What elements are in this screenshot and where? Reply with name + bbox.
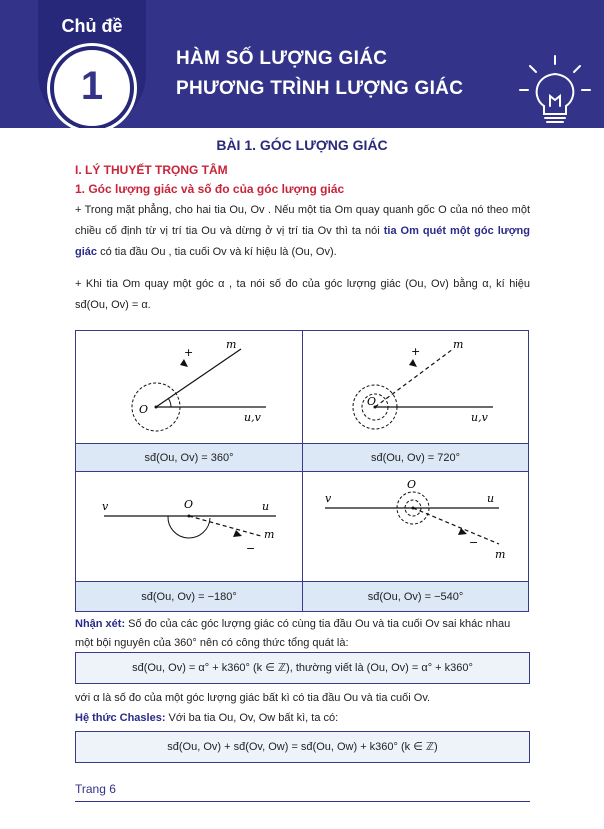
- label-o: O: [139, 403, 149, 416]
- figure-caption: sđ(Ou, Ov) = 360°: [76, 443, 302, 471]
- label-o: O: [184, 498, 194, 511]
- topic-number-badge: [50, 46, 134, 128]
- label-sign: −: [469, 536, 479, 549]
- chapter-title-line1: HÀM SỐ LƯỢNG GIÁC: [176, 48, 388, 69]
- chasles-label: Hệ thức Chasles:: [75, 712, 166, 724]
- remark-text: Số đo của các góc lượng giác có cùng tia đầu Ou và tia cuối Ov sai khác nhau một bội nguyên của 360° nên có công thức tổng quát là:: [75, 618, 511, 649]
- page-number: Trang 6: [75, 782, 116, 796]
- angle-diagram-360: [76, 331, 302, 444]
- label-u: u: [487, 492, 495, 505]
- angle-diagram-minus-180: [76, 472, 302, 581]
- remark-label: Nhận xét:: [75, 618, 126, 630]
- figure-360: [76, 331, 303, 472]
- figure-720: [303, 331, 528, 472]
- label-m: m: [453, 338, 464, 351]
- definition-highlight: tia Om quét một góc lượng giác: [75, 225, 530, 258]
- figure-caption: sđ(Ou, Ov) = 720°: [303, 443, 528, 471]
- chapter-title-line2: PHƯƠNG TRÌNH LƯỢNG GIÁC: [176, 78, 464, 99]
- label-uv: u,v: [471, 411, 488, 424]
- angle-figure-grid: [75, 330, 529, 612]
- lightbulb-icon: [518, 54, 592, 128]
- label-u: u: [262, 500, 270, 513]
- sub-heading: 1. Góc lượng giác và số đo của góc lượng giác: [75, 182, 345, 196]
- footer-divider: [75, 801, 530, 802]
- label-m: m: [495, 548, 506, 561]
- label-v: v: [102, 500, 109, 513]
- remark-chasles: [75, 709, 530, 728]
- formula-box-general: sđ(Ou, Ov) = α° + k360° (k ∈ ℤ), thường viết là (Ou, Ov) = α° + k360°: [75, 652, 530, 684]
- figure-caption: sđ(Ou, Ov) = −180°: [76, 581, 302, 611]
- remark-general-formula: [75, 615, 530, 653]
- label-sign: −: [246, 542, 256, 555]
- label-m: m: [226, 338, 237, 351]
- definition-text-1: + Trong mặt phẳng, cho hai tia Ou, Ov . Nếu một tia Om quay quanh gốc O của nó theo một chiều cố định từ vị trí tia Ou và dừng ở vị trí tia Ov thì ta nói: [75, 204, 530, 237]
- formula-box-chasles: sđ(Ou, Ov) + sđ(Ov, Ow) = sđ(Ou, Ow) + k360° (k ∈ ℤ): [75, 731, 530, 763]
- chasles-text: Với ba tia Ou, Ov, Ow bất kì, ta có:: [165, 712, 339, 724]
- remark-alpha: với α là số đo của một góc lượng giác bất kì có tia đầu Ou và tia cuối Ov.: [75, 692, 431, 704]
- label-uv: u,v: [244, 411, 261, 424]
- label-v: v: [325, 492, 332, 505]
- section-heading: I. LÝ THUYẾT TRỌNG TÂM: [75, 163, 228, 177]
- label-o: O: [367, 395, 377, 408]
- angle-diagram-720: [303, 331, 527, 444]
- label-m: m: [264, 528, 275, 541]
- figure-caption: sđ(Ou, Ov) = −540°: [303, 581, 528, 611]
- label-o: O: [407, 478, 417, 491]
- definition-paragraph: [75, 200, 530, 263]
- measure-paragraph: + Khi tia Om quay một góc α , ta nói số đo của góc lượng giác (Ou, Ov) bằng α, kí hiệu sđ(Ou, Ov) = α.: [75, 278, 530, 311]
- chapter-title: [176, 44, 463, 104]
- chapter-header: [0, 0, 604, 128]
- lesson-title: BÀI 1. GÓC LƯỢNG GIÁC: [216, 137, 388, 153]
- definition-text-2: có tia đầu Ou , tia cuối Ov và kí hiệu là (Ou, Ov).: [97, 246, 337, 258]
- angle-diagram-minus-540: [303, 472, 527, 581]
- figure-minus-180: [76, 472, 303, 611]
- topic-label: Chủ đề: [61, 16, 123, 36]
- figure-minus-540: [303, 472, 528, 611]
- topic-tab: [38, 0, 146, 128]
- label-sign: +: [411, 345, 421, 358]
- topic-number: 1: [80, 64, 104, 108]
- label-sign: +: [184, 346, 194, 359]
